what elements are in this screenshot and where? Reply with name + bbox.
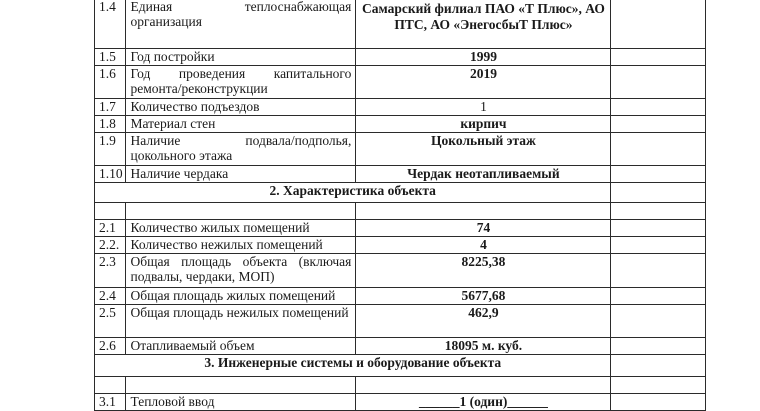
row-number: 1.8	[95, 116, 126, 133]
row-value: 5677,68	[356, 288, 611, 305]
section-2-title: 2. Характеристика объекта	[95, 183, 611, 203]
row-number: 1.7	[95, 99, 126, 116]
section-3-title: 3. Инженерные системы и оборудование объекта	[95, 355, 611, 377]
row-label: Общая площадь объекта (включая подвалы, чердаки, МОП)	[126, 254, 356, 288]
empty-cell	[611, 99, 706, 116]
empty-cell	[611, 377, 706, 394]
row-value: Цокольный этаж	[356, 133, 611, 166]
row-value: 18095 м. куб.	[356, 338, 611, 355]
row-label: Тепловой ввод	[126, 394, 356, 411]
row-number: 1.10	[95, 166, 126, 183]
row-value: Самарский филиал ПАО «Т Плюс», АО ПТС, АО «ЭнегосбыТ Плюс»	[356, 0, 611, 49]
table-row	[95, 0, 706, 49]
empty-cell	[611, 166, 706, 183]
table-row	[95, 166, 706, 183]
row-label: Год постройки	[126, 49, 356, 66]
empty-cell	[611, 133, 706, 166]
empty-cell	[126, 377, 356, 394]
table-row	[95, 66, 706, 99]
empty-cell	[611, 183, 706, 203]
blank-row	[95, 203, 706, 220]
row-number: 2.6	[95, 338, 126, 355]
table-row	[95, 237, 706, 254]
row-label: Год проведения капитального ремонта/реконструкции	[126, 66, 356, 99]
row-label: Количество жилых помещений	[126, 220, 356, 237]
row-value: 1999	[356, 49, 611, 66]
table-row	[95, 305, 706, 338]
table-row	[95, 99, 706, 116]
empty-cell	[611, 288, 706, 305]
row-label: Количество нежилых помещений	[126, 237, 356, 254]
row-value: кирпич	[356, 116, 611, 133]
row-number: 1.6	[95, 66, 126, 99]
table-row	[95, 116, 706, 133]
row-value: 4	[356, 237, 611, 254]
table-row	[95, 220, 706, 237]
row-value: ______1 (один)______	[356, 394, 611, 411]
row-label: Отапливаемый объем	[126, 338, 356, 355]
empty-cell	[356, 203, 611, 220]
row-number: 2.2.	[95, 237, 126, 254]
row-label: Количество подъездов	[126, 99, 356, 116]
table-row	[95, 49, 706, 66]
row-number: 2.4	[95, 288, 126, 305]
row-label: Общая площадь нежилых помещений	[126, 305, 356, 338]
row-label: Материал стен	[126, 116, 356, 133]
row-value: 462,9	[356, 305, 611, 338]
empty-cell	[611, 116, 706, 133]
row-value: 74	[356, 220, 611, 237]
row-label: Общая площадь жилых помещений	[126, 288, 356, 305]
section-heading-row	[95, 183, 706, 203]
row-label: Наличие подвала/подполья, цокольного этажа	[126, 133, 356, 166]
row-value: 2019	[356, 66, 611, 99]
row-number: 2.3	[95, 254, 126, 288]
section-heading-row	[95, 355, 706, 377]
empty-cell	[611, 220, 706, 237]
empty-cell	[611, 237, 706, 254]
row-number: 1.9	[95, 133, 126, 166]
row-number: 2.1	[95, 220, 126, 237]
empty-cell	[611, 355, 706, 377]
empty-cell	[611, 305, 706, 338]
empty-cell	[611, 203, 706, 220]
empty-cell	[95, 377, 126, 394]
empty-cell	[611, 49, 706, 66]
empty-cell	[95, 203, 126, 220]
row-value: 8225,38	[356, 254, 611, 288]
row-number: 1.5	[95, 49, 126, 66]
row-number: 1.4	[95, 0, 126, 49]
blank-row	[95, 377, 706, 394]
empty-cell	[356, 377, 611, 394]
object-passport-table	[94, 0, 706, 411]
empty-cell	[126, 203, 356, 220]
empty-cell	[611, 394, 706, 411]
table-row	[95, 254, 706, 288]
table-row	[95, 288, 706, 305]
empty-cell	[611, 254, 706, 288]
row-label: Наличие чердака	[126, 166, 356, 183]
row-number: 2.5	[95, 305, 126, 338]
row-value: 1	[356, 99, 611, 116]
row-number: 3.1	[95, 394, 126, 411]
empty-cell	[611, 338, 706, 355]
row-value: Чердак неотапливаемый	[356, 166, 611, 183]
table-row	[95, 133, 706, 166]
empty-cell	[611, 0, 706, 49]
empty-cell	[611, 66, 706, 99]
table-row	[95, 394, 706, 411]
table-row	[95, 338, 706, 355]
row-label: Единая теплоснабжающая организация	[126, 0, 356, 49]
